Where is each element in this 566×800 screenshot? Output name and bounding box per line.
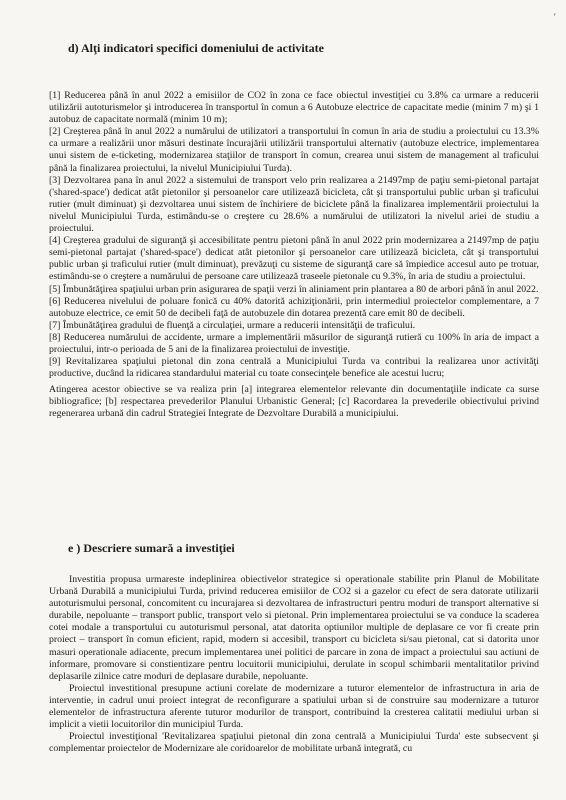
page-mark: ' (554, 12, 556, 22)
indicator-item: [3] Dezvoltarea pana în anul 2022 a sistemului de transport velo prin realizarea a 21497mp de paţiu semi-pietonal partajat ('shared-space') dedicat atât pietonilor şi persoanelor care utilizează bicicleta, cât şi transportului public urban şi traficului rutier (mult diminuat) şi dezvoltarea unui sistem de închiriere de biciclete până la finalizarea implementării proiectului la nivelul Municipiului Turda, estimându-se o creştere cu 28.6% a numărului de utilizatori la nivelul ariei de studiu a proiectului. (49, 174, 539, 235)
indicator-item: [5] Îmbunătăţirea spaţiului urban prin asigurarea de spaţii verzi în aliniament prin plantarea a 80 de arbori până în anul 2022. (49, 283, 539, 295)
objectives-closing-paragraph: Atingerea acestor obiective se va realiza prin [a] integrarea elementelor relevante din documentaţiile indicate ca surse bibliografice; [b] respectarea prevederilor Planului Urbanistic General; [c] Racordarea la prevederile obiectivului privind regenerarea urbană din cadrul Strategiei Integrate de Dezvoltare Durabilă a municipiului. (49, 384, 539, 420)
indicator-item: [4] Creşterea gradului de siguranţă şi accesibilitate pentru pietoni până în anul 2022 prin modernizarea a 21497mp de paţiu semi-pietonal partajat ('shared-space') dedicat atât pietonilor şi persoanelor care utilizează bicicleta, cât şi transportului public urban şi traficului rutier (mult diminuat), prevăzuţi cu sisteme de siguranţă care să împiedice accesul auto pe trotuar, estimându-se o creştere a numărului de persoane care utilizează traseele pietonale cu 9.3%, în aria de studiu a proiectului. (49, 235, 539, 283)
indicator-item: [2] Creşterea până în anul 2022 a numărului de utilizatori a transportului în comun în aria de studiu a proiectului cu 13.3% ca urmare a realizării unor măsuri destinate încurajării utilizării transportului alternativ (autobuze electrice, implementarea unui sistem de e-ticketing, modernizarea staţiilor de transport în comun, crearea unui sistem de management al traficului până la finalizarea proiectului, la nivelul Municipiului Turda). (49, 126, 539, 174)
indicator-item: [8] Reducerea numărului de accidente, urmare a implementării măsurilor de siguranţă rutieră cu 100% în aria de impact a proiectului, intr-o perioada de 5 ani de la finalizarea proiectului de investiţie. (49, 331, 539, 355)
indicators-list (49, 90, 539, 500)
indicator-item: [9] Revitalizarea spaţiului pietonal din zona centrală a Municipiului Turda va contribui la realizarea unor activităţi productive, ducând la ridicarea standardului material cu toate consecinţele benefice ale acestui lucru; (49, 356, 539, 380)
description-paragraph: Investitia propusa urmareste indeplinirea obiectivelor strategice si operationale stabilite prin Planul de Mobilitate Urbană Durabilă a municipiului Turda, privind reducerea emisiilor de CO2 si a gazelor cu efect de sera datorate utilizarii autoturismului personal, concomitent cu incurajarea si dezvoltarea de infrastructuri pentru moduri de transport alternative si durabile, nepoluante – transport public, transport velo si pietonal. Prin implementarea proiectului se va conduce la scaderea cotei modale a transportului cu autoturismul personal, atat datorita optiunilor multiple de deplasare ce vor fi create prin proiect – transport în comun eficient, rapid, modern si accesibil, transport cu bicicleta si/sau pietonal, cat si datorita unor masuri operationale adiacente, precum implementarea unei politici de parcare in zona de impact a proiectului sau actiuni de informare, promovare si constientizare pentru locuitorii municipiului, derulate in scopul schimbarii mentalitatilor privind deplasarile zilnice catre moduri de deplasare durabile, nepoluante. (49, 574, 539, 682)
investment-description (49, 574, 539, 800)
section-d-heading: d) Alţi indicatori specifici domeniului de activitate (68, 41, 324, 55)
indicator-item: [6] Reducerea nivelului de poluare fonică cu 40% datorită achiziţionării, prin intermediul proiectelor complementare, a 7 autobuze electrice, ce emit 50 de decibeli faţă de autobuzele din dotarea prezentă care emit 80 de decibeli. (49, 295, 539, 319)
indicator-item: [7] Îmbunătăţirea gradului de fluenţă a circulaţiei, urmare a reducerii intensităţii de traficului. (49, 319, 416, 331)
description-paragraph: Proiectul investitional presupune actiuni corelate de modernizare a tuturor elementelor de infrastructura in aria de interventie, in cadrul unui proiect integrat de reconfigurare a spatiului urban si de construire sau modernizare a tuturor elementelor de infrastructura aferente tuturor modurilor de transport, contribuind la cresterea calitatii mediului urban si implicit a vietii locuitorilor din municipiul Turda. (49, 682, 539, 731)
section-e-heading: e ) Descriere sumară a investiţiei (68, 541, 235, 555)
description-paragraph: Proiectul investiţional 'Revitalizarea spaţiului pietonal din zona centrală a Municipiului Turda' este subsecvent şi complementar proiectelor de Modernizare ale coridoarelor de mobilitate urbană integrată, cu (49, 731, 539, 755)
indicator-item: [1] Reducerea până în anul 2022 a emisiilor de CO2 în zona ce face obiectul investiţiei cu 3.8% ca urmare a reducerii utilizării autoturismelor şi introducerea în transportul în comun a 6 Autobuze electrice de capacitate medie (minim 7 m) şi 1 autobuz de capacitate normală (minim 10 m); (49, 90, 539, 126)
